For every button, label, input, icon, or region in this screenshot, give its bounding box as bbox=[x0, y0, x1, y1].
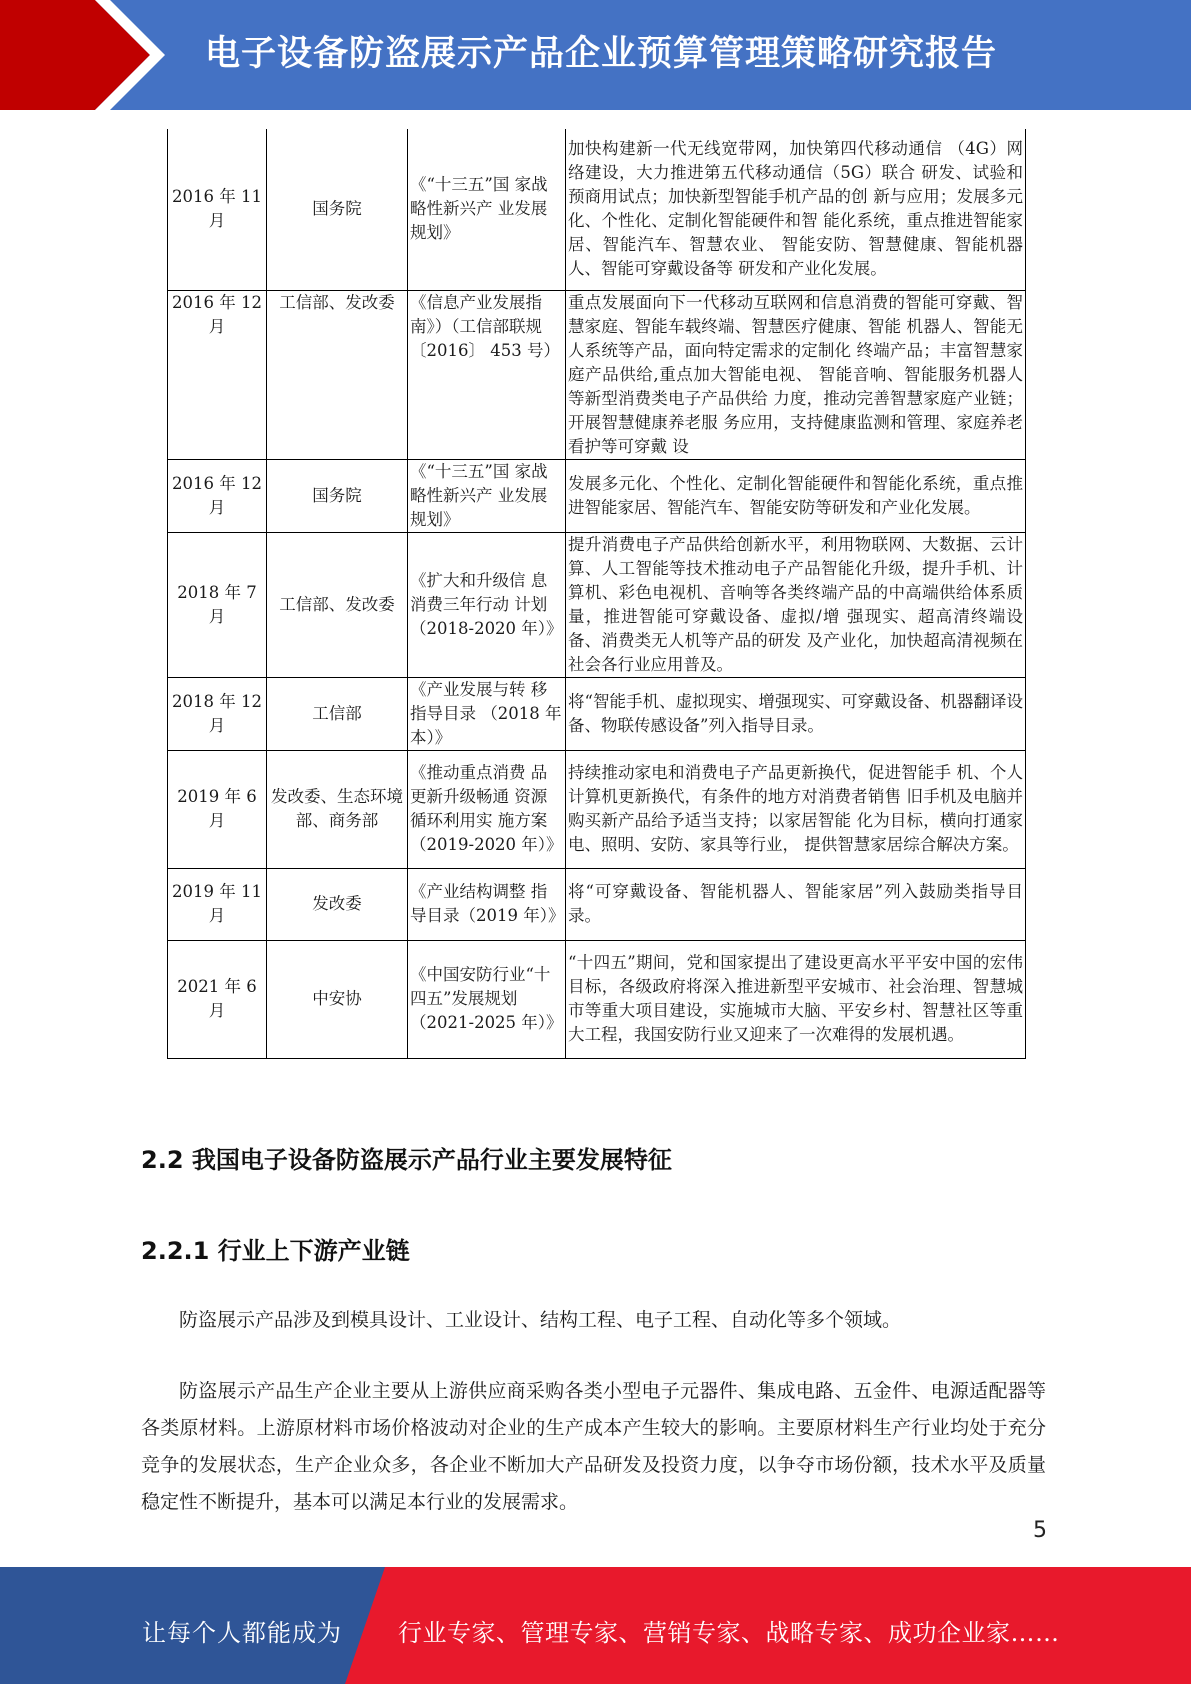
table-cell-date: 2016 年 12 月 bbox=[168, 459, 267, 532]
table-row bbox=[168, 129, 1026, 290]
header-arrow-decoration bbox=[0, 0, 190, 110]
table-cell-date: 2018 年 7 月 bbox=[168, 532, 267, 677]
table-cell-date: 2019 年 6 月 bbox=[168, 750, 267, 868]
table-cell-doc: 《信息产业发展指南》）（工信部联规〔2016〕 453 号） bbox=[408, 290, 566, 459]
table-cell-org: 国务院 bbox=[267, 459, 408, 532]
table-cell-content: 将“智能手机、虚拟现实、增强现实、可穿戴设备、机器翻译设备、物联传感设备”列入指导目录。 bbox=[566, 677, 1026, 750]
table-row bbox=[168, 459, 1026, 532]
table-cell-org: 发改委 bbox=[267, 868, 408, 940]
report-title: 电子设备防盗展示产品企业预算管理策略研究报告 bbox=[205, 34, 998, 74]
table-cell-org: 工信部 bbox=[267, 677, 408, 750]
table-cell-doc: 《产业结构调整 指导目录（2019 年）》 bbox=[408, 868, 566, 940]
table-cell-date: 2016 年 11 月 bbox=[168, 129, 267, 290]
table-cell-doc: 《“十三五”国 家战略性新兴产 业发展规划》 bbox=[408, 459, 566, 532]
table-cell-date: 2021 年 6 月 bbox=[168, 940, 267, 1058]
table-cell-date: 2016 年 12 月 bbox=[168, 290, 267, 459]
section-heading: 2.2 我国电子设备防盗展示产品行业主要发展特征 bbox=[141, 1146, 672, 1174]
table-cell-doc: 《推动重点消费 品更新升级畅通 资源循环利用实 施方案（2019-2020 年）》 bbox=[408, 750, 566, 868]
table-cell-org: 工信部、发改委 bbox=[267, 532, 408, 677]
subsection-heading: 2.2.1 行业上下游产业链 bbox=[141, 1237, 410, 1265]
page-number: 5 bbox=[1033, 1518, 1047, 1543]
table-cell-content: “十四五”期间，党和国家提出了建设更高水平平安中国的宏伟目标，各级政府将深入推进新型平安城市、社会治理、智慧城市等重大项目建设，实施城市大脑、平安乡村、智慧社区等重大工程，我国安防行业又迎来了一次难得的发展机遇。 bbox=[566, 940, 1026, 1058]
footer-slogan-lead: 让每个人都能成为 bbox=[142, 1619, 342, 1647]
table-row bbox=[168, 868, 1026, 940]
policy-table bbox=[167, 129, 1026, 1059]
table-cell-content: 提升消费电子产品供给创新水平，利用物联网、大数据、云计算、人工智能等技术推动电子产品智能化升级，提升手机、计算机、彩色电视机、音响等各类终端产品的中高端供给体系质量，推进智能可穿戴设备、虚拟/增 强现实、超高清终端设备、消费类无人机等产品的研发 及产业化，加快超高清视频在社会各行业应用普及。 bbox=[566, 532, 1026, 677]
table-cell-doc: 《扩大和升级信 息消费三年行动 计划（2018-2020 年）》 bbox=[408, 532, 566, 677]
table-cell-doc: 《中国安防行业“十四五”发展规划（2021-2025 年）》 bbox=[408, 940, 566, 1058]
table-row bbox=[168, 290, 1026, 459]
table-row bbox=[168, 750, 1026, 868]
table-row bbox=[168, 940, 1026, 1058]
table-row bbox=[168, 532, 1026, 677]
table-cell-org: 中安协 bbox=[267, 940, 408, 1058]
table-cell-org: 工信部、发改委 bbox=[267, 290, 408, 459]
table-cell-org: 发改委、生态环境部、商务部 bbox=[267, 750, 408, 868]
table-cell-date: 2019 年 11 月 bbox=[168, 868, 267, 940]
table-cell-content: 重点发展面向下一代移动互联网和信息消费的智能可穿戴、智慧家庭、智能车载终端、智慧医疗健康、智能 机器人、智能无人系统等产品，面向特定需求的定制化 终端产品；丰富智慧家庭产品供给,重点加大智能电视、 智能音响、智能服务机器人等新型消费类电子产品供给 力度，推动完善智慧家庭产业链；开展智慧健康养老服 务应用，支持健康监测和管理、家庭养老看护等可穿戴 设 bbox=[566, 290, 1026, 459]
footer-slogan-roles: 行业专家、管理专家、营销专家、战略专家、成功企业家…… bbox=[398, 1619, 1060, 1647]
table-cell-content: 持续推动家电和消费电子产品更新换代，促进智能手 机、个人计算机更新换代，有条件的地方对消费者销售 旧手机及电脑并购买新产品给予适当支持；以家居智能 化为目标，横向打通家电、照明、安防、家具等行业， 提供智慧家居综合解决方案。 bbox=[566, 750, 1026, 868]
table-cell-content: 发展多元化、个性化、定制化智能硬件和智能化系统，重点推进智能家居、智能汽车、智能安防等研发和产业化发展。 bbox=[566, 459, 1026, 532]
table-cell-date: 2018 年 12 月 bbox=[168, 677, 267, 750]
table-cell-doc: 《产业发展与转 移指导目录 （2018 年本）》 bbox=[408, 677, 566, 750]
table-cell-org: 国务院 bbox=[267, 129, 408, 290]
paragraph: 防盗展示产品涉及到模具设计、工业设计、结构工程、电子工程、自动化等多个领域。 bbox=[179, 1309, 902, 1331]
table-cell-doc: 《“十三五”国 家战略性新兴产 业发展规划》 bbox=[408, 129, 566, 290]
paragraph: 防盗展示产品生产企业主要从上游供应商采购各类小型电子元器件、集成电路、五金件、电源适配器等各类原材料。上游原材料市场价格波动对企业的生产成本产生较大的影响。主要原材料生产行业均处于充分竞争的发展状态，生产企业众多，各企业不断加大产品研发及投资力度，以争夺市场份额，技术水平及质量稳定性不断提升，基本可以满足本行业的发展需求。 bbox=[141, 1380, 1046, 1513]
table-cell-content: 加快构建新一代无线宽带网，加快第四代移动通信 （4G）网络建设，大力推进第五代移动通信（5G）联合 研发、试验和预商用试点；加快新型智能手机产品的创 新与应用；发展多元化、个性化、定制化智能硬件和智 能化系统，重点推进智能家居、智能汽车、智慧农业、 智能安防、智慧健康、智能机器人、智能可穿戴设备等 研发和产业化发展。 bbox=[566, 129, 1026, 290]
table-row bbox=[168, 677, 1026, 750]
table-cell-content: 将“可穿戴设备、智能机器人、智能家居”列入鼓励类指导目录。 bbox=[566, 868, 1026, 940]
